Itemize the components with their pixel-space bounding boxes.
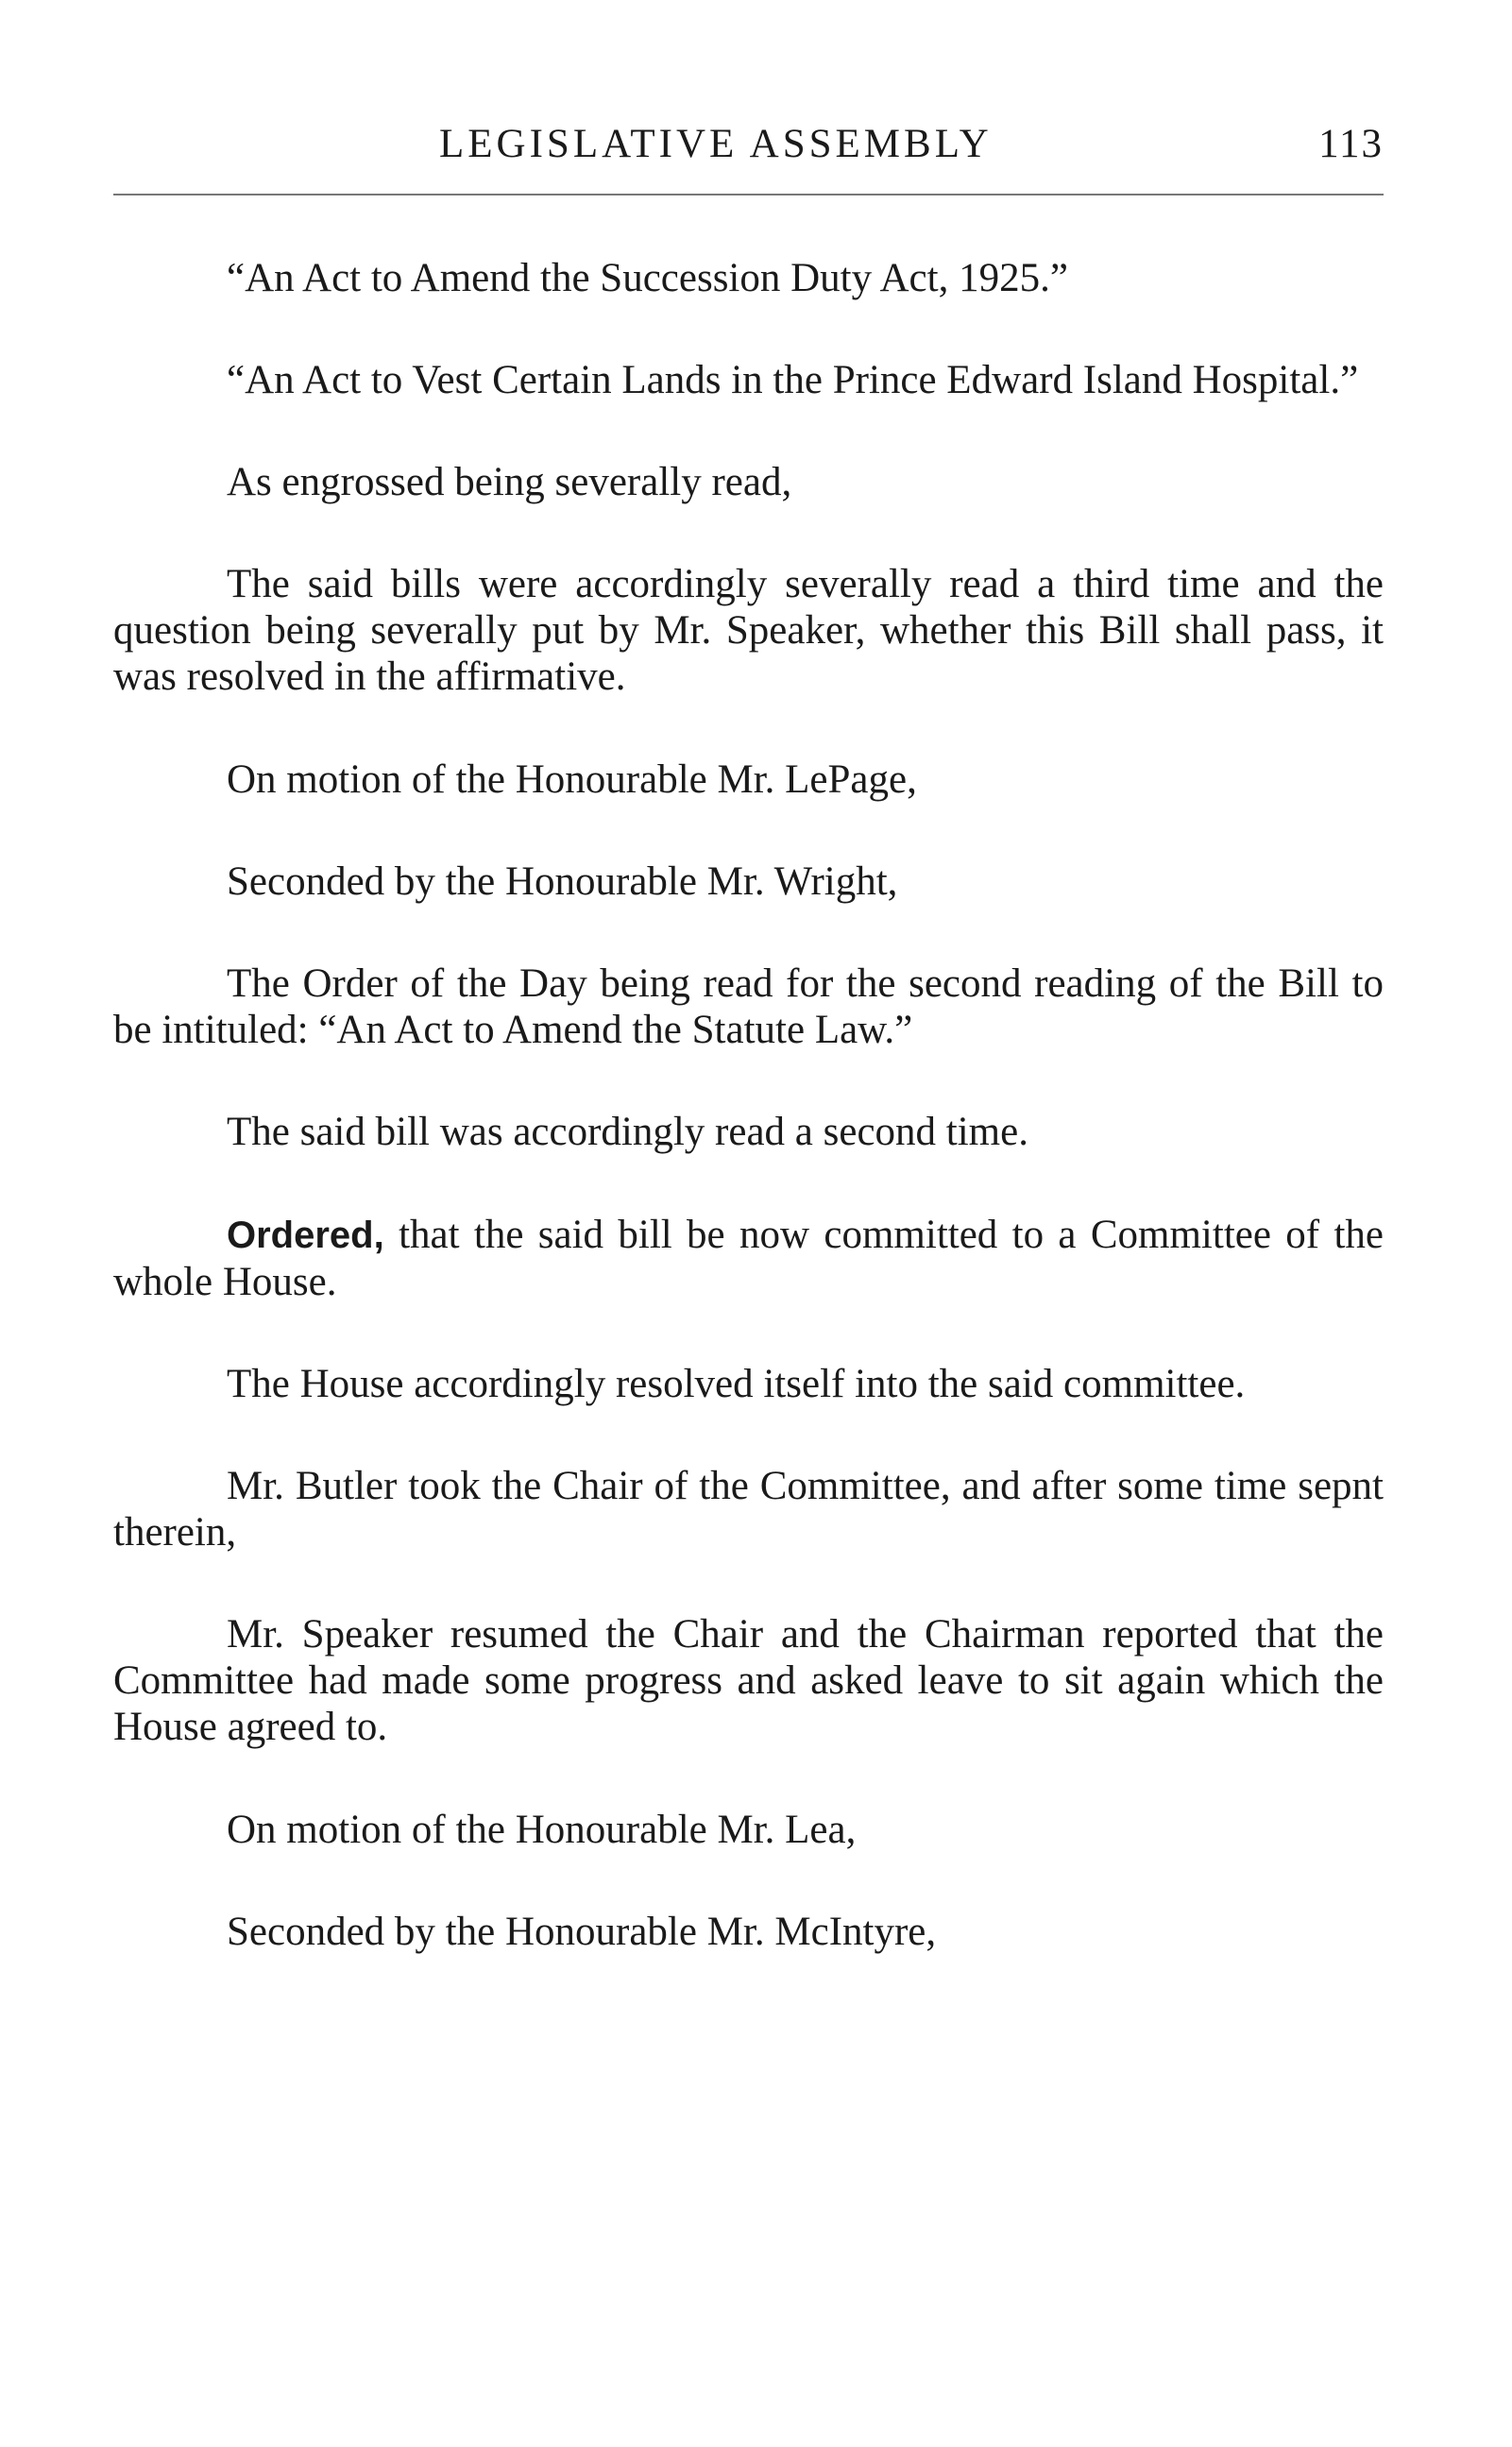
running-title: LEGISLATIVE ASSEMBLY <box>439 122 993 166</box>
header-rule <box>113 194 1384 195</box>
paragraph-second-time: The said bill was accordingly read a second time. <box>227 1110 1028 1154</box>
paragraph-as-engrossed: As engrossed being severally read, <box>227 460 792 504</box>
running-head <box>113 121 1384 178</box>
paragraph-third-reading: The said bills were accordingly severally read a third time and the question being severally put by Mr. Speaker, whether this Bill shall pass, it was resolved in the affirmative. <box>113 562 1384 699</box>
paragraph-motion-lea: On motion of the Honourable Mr. Lea, <box>227 1808 857 1852</box>
paragraph-motion-lepage: On motion of the Honourable Mr. LePage, <box>227 757 917 802</box>
paragraph-speaker-resumed: Mr. Speaker resumed the Chair and the Chairman reported that the Committee had made some progress and asked leave to sit again which the House agreed to. <box>113 1612 1384 1749</box>
paragraph-ordered <box>113 1212 1384 1305</box>
paragraph-butler-chair: Mr. Butler took the Chair of the Committee, and after some time sepnt therein, <box>113 1464 1384 1555</box>
paragraph-order-of-day: The Order of the Day being read for the second reading of the Bill to be intituled: “An Act to Amend the Statute Law.” <box>113 961 1384 1052</box>
paragraph-act-vest-lands: “An Act to Vest Certain Lands in the Prince Edward Island Hospital.” <box>227 358 1359 402</box>
paragraph-act-succession-duty: “An Act to Amend the Succession Duty Act, 1925.” <box>227 256 1068 300</box>
paragraph-seconded-wright: Seconded by the Honourable Mr. Wright, <box>227 859 898 904</box>
paragraph-house-resolved: The House accordingly resolved itself into the said committee. <box>227 1362 1246 1406</box>
page-number: 113 <box>1318 122 1384 166</box>
ordered-text: that the said bill be now committed to a Committee of the whole House. <box>113 1213 1384 1304</box>
paragraph-seconded-mcintyre: Seconded by the Honourable Mr. McIntyre, <box>227 1910 937 1954</box>
body-text <box>113 255 1384 1955</box>
ordered-word: Ordered, <box>227 1215 384 1256</box>
